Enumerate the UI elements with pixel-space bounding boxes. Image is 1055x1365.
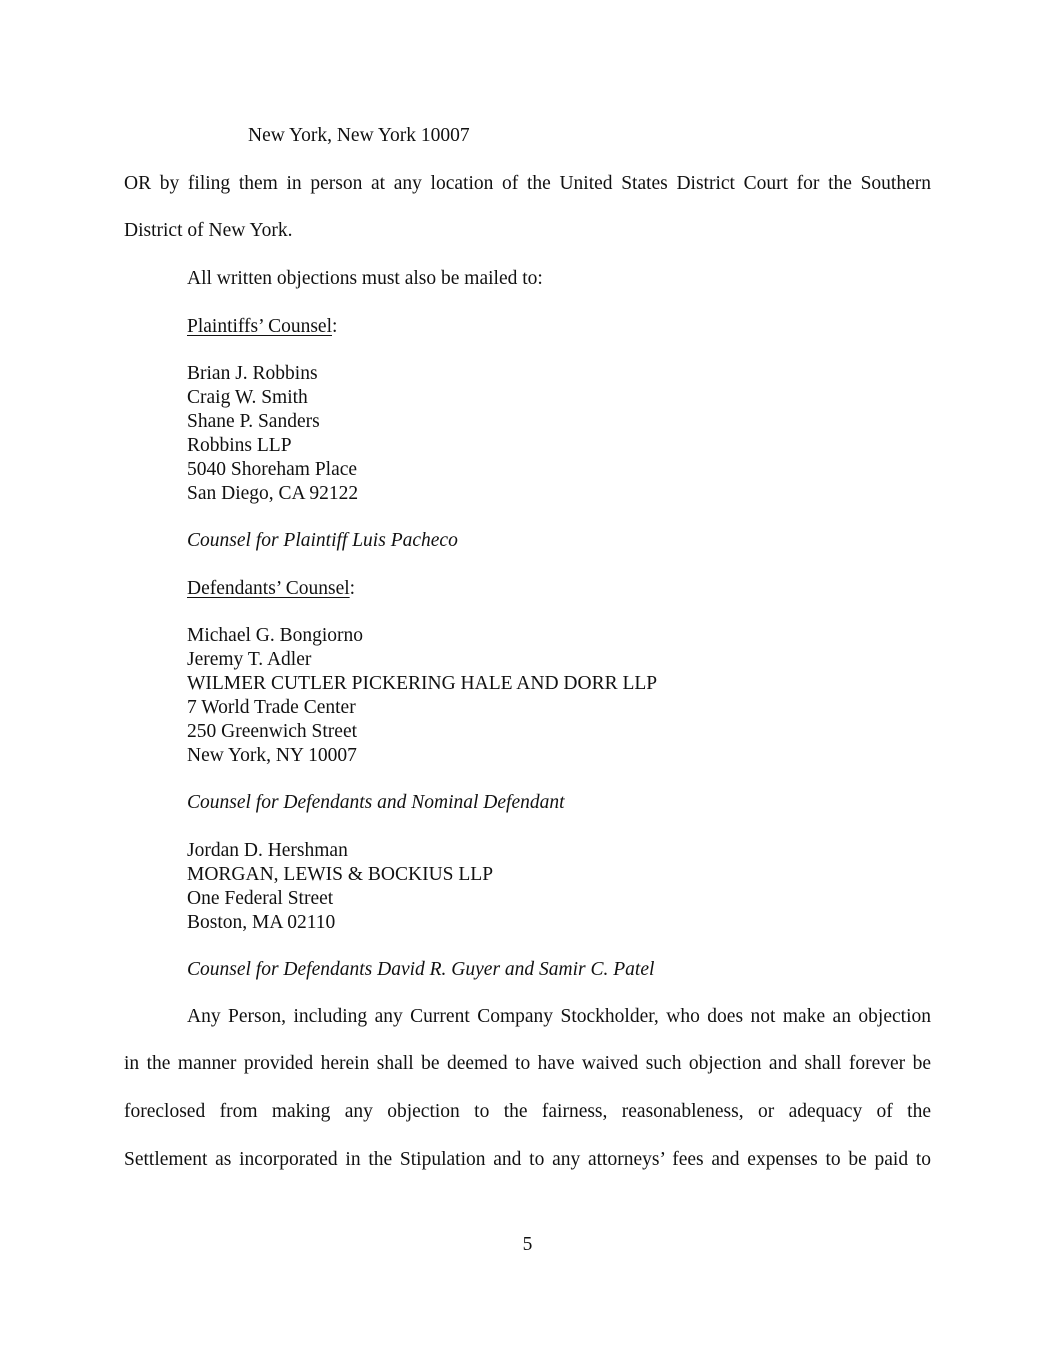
address-line: New York, NY 10007 <box>187 745 357 766</box>
mail-instruction: All written objections must also be mailed to: <box>187 268 543 289</box>
page-number: 5 <box>522 1234 533 1255</box>
address-line: San Diego, CA 92122 <box>187 483 359 504</box>
filing-paragraph-line-1: OR by filing them in person at any location of the United States District Court for the Southern <box>124 173 931 194</box>
address-line: Craig W. Smith <box>187 387 308 408</box>
address-line: One Federal Street <box>187 888 334 909</box>
address-line: Brian J. Robbins <box>187 363 318 384</box>
filing-paragraph-line-2: District of New York. <box>124 220 293 241</box>
waiver-paragraph-line-1: Any Person, including any Current Company Stockholder, who does not make an objection <box>187 1006 931 1027</box>
address-line: WILMER CUTLER PICKERING HALE AND DORR LLP <box>187 673 658 694</box>
defendants-counsel-heading <box>187 577 355 601</box>
address-line: 5040 Shoreham Place <box>187 459 358 480</box>
address-line: MORGAN, LEWIS & BOCKIUS LLP <box>187 864 494 885</box>
defendants-counsel-role-1: Counsel for Defendants and Nominal Defendant <box>187 792 565 813</box>
address-line: Boston, MA 02110 <box>187 912 336 933</box>
defendants-counsel-address-2 <box>187 839 493 935</box>
address-line: Jordan D. Hershman <box>187 840 348 861</box>
defendants-counsel-heading-text: Defendants’ Counsel <box>187 578 350 599</box>
top-address-line: New York, New York 10007 <box>248 125 470 146</box>
waiver-paragraph-line-2: in the manner provided herein shall be deemed to have waived such objection and shall forever be <box>124 1053 931 1074</box>
address-line: Shane P. Sanders <box>187 411 320 432</box>
address-line: Michael G. Bongiorno <box>187 625 364 646</box>
address-line: 7 World Trade Center <box>187 697 356 718</box>
waiver-paragraph-line-4: Settlement as incorporated in the Stipulation and to any attorneys’ fees and expenses to be paid to <box>124 1149 931 1170</box>
address-line: 250 Greenwich Street <box>187 721 358 742</box>
waiver-paragraph-line-3: foreclosed from making any objection to the fairness, reasonableness, or adequacy of the <box>124 1101 931 1122</box>
address-line: Jeremy T. Adler <box>187 649 312 670</box>
plaintiffs-counsel-heading <box>187 315 337 339</box>
defendants-counsel-heading-colon: : <box>349 578 356 599</box>
defendants-counsel-role-2: Counsel for Defendants David R. Guyer and Samir C. Patel <box>187 959 655 980</box>
defendants-counsel-address-1 <box>187 624 657 768</box>
plaintiffs-counsel-heading-text: Plaintiffs’ Counsel <box>187 316 332 337</box>
address-line: Robbins LLP <box>187 435 292 456</box>
plaintiffs-counsel-heading-colon: : <box>331 316 338 337</box>
plaintiffs-counsel-address <box>187 362 358 506</box>
plaintiffs-counsel-role: Counsel for Plaintiff Luis Pacheco <box>187 530 458 551</box>
